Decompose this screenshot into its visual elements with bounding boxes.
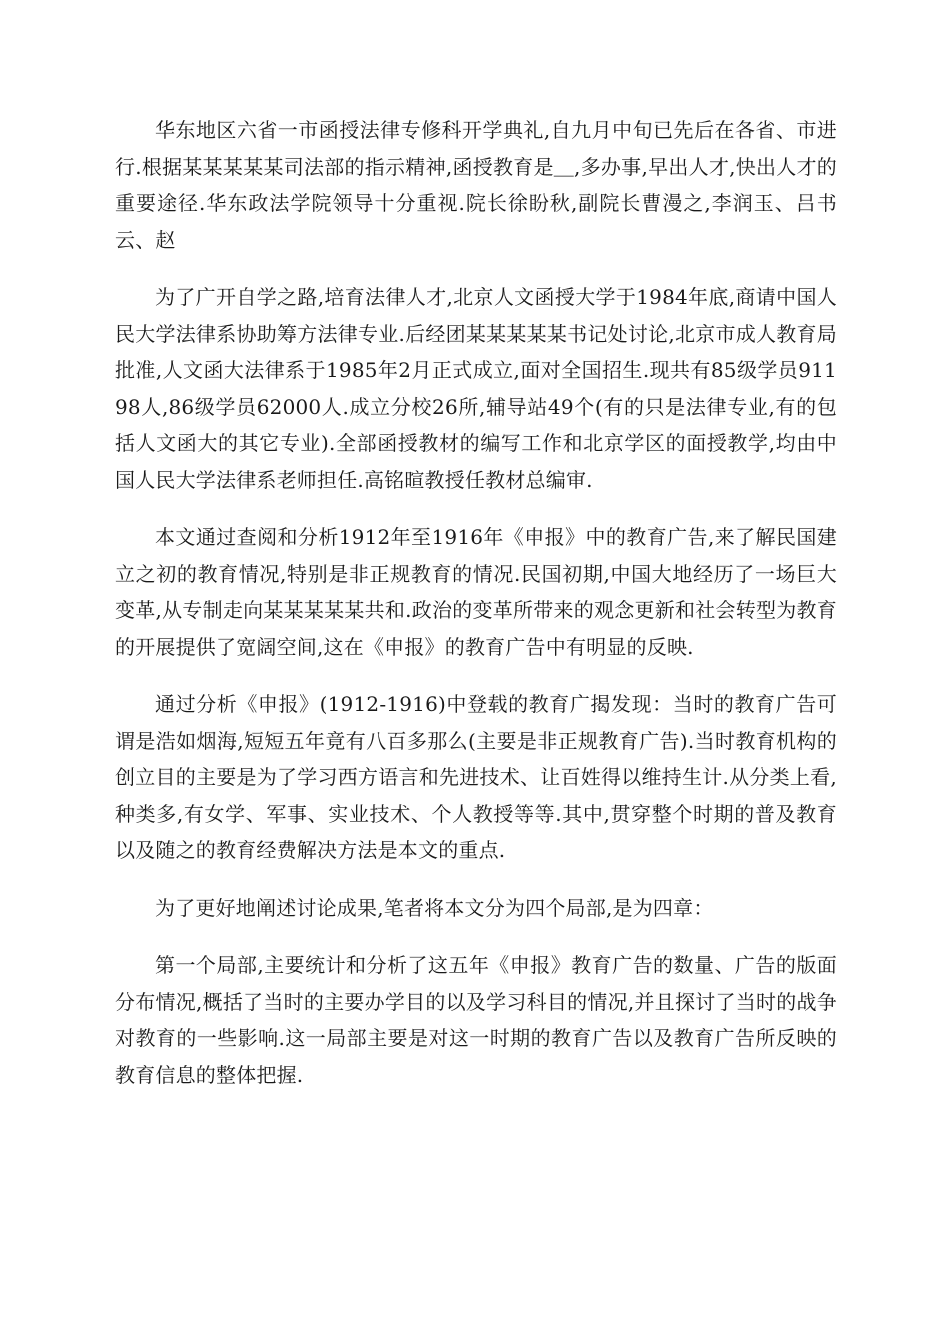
paragraph-1: 华东地区六省一市函授法律专修科开学典礼,自九月中旬已先后在各省、市进行.根据某某某某某司法部的指示精神,函授教育是＿,多办事,早出人才,快出人才的重要途径.华东政法学院领导十分重视.院长徐盼秋,副院长曹漫之,李润玉、吕书云、赵 — [115, 118, 837, 252]
paragraph-3: 本文通过查阅和分析1912年至1916年《申报》中的教育广告,来了解民国建立之初的教育情况,特别是非正规教育的情况.民国初期,中国大地经历了一场巨大变革,从专制走向某某某某某共和.政治的变革所带来的观念更新和社会转型为教育的开展提供了宽阔空间,这在《申报》的教育广告中有明显的反映. — [115, 525, 837, 659]
paragraph-6: 第一个局部,主要统计和分析了这五年《申报》教育广告的数量、广告的版面分布情况,概括了当时的主要办学目的以及学习科目的情况,并且探讨了当时的战争对教育的一些影响.这一局部主要是对这一时期的教育广告以及教育广告所反映的教育信息的整体把握. — [115, 953, 837, 1087]
paragraph-5: 为了更好地阐述讨论成果,笔者将本文分为四个局部,是为四章： — [155, 895, 714, 920]
paragraph-2: 为了广开自学之路,培育法律人才,北京人文函授大学于1984年底,商请中国人民大学法律系协助筹方法律专业.后经团某某某某某书记处讨论,北京市成人教育局批准,人文函大法律系于1985年2月正式成立,面对全国招生.现共有85级学员91198人,86级学员62000人.成立分校26所,辅导站49个(有的只是法律专业,有的包括人文函大的其它专业).全部函授教材的编写工作和北京学区的面授教学,均由中国人民大学法律系老师担任.高铭暄教授任教材总编审. — [115, 285, 837, 492]
paragraph-4: 通过分析《申报》(1912-1916)中登载的教育广揭发现：当时的教育广告可谓是浩如烟海,短短五年竟有八百多那么(主要是非正规教育广告).当时教育机构的创立目的主要是为了学习西方语言和先进技术、让百姓得以维持生计.从分类上看,种类多,有女学、军事、实业技术、个人教授等等.其中,贯穿整个时期的普及教育以及随之的教育经费解决方法是本文的重点. — [115, 692, 837, 862]
document-page — [115, 112, 837, 1114]
